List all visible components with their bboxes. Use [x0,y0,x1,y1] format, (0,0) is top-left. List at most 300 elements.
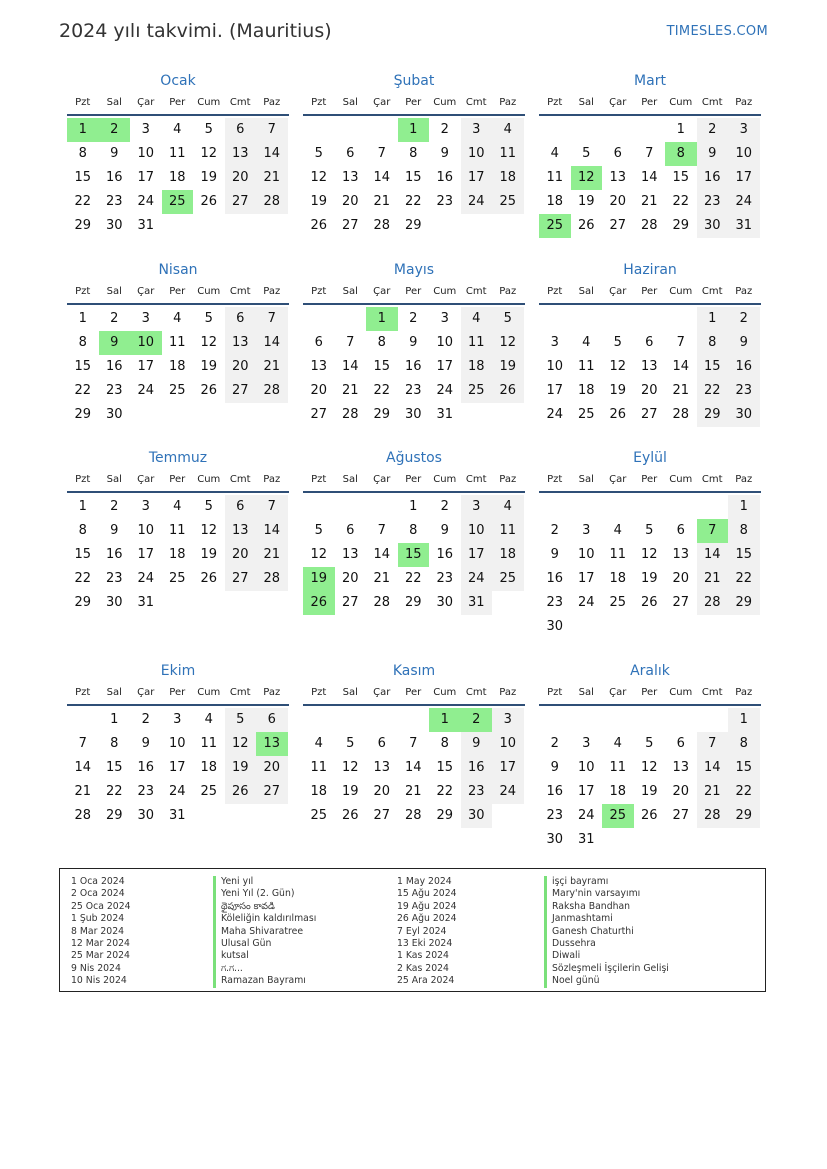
day-cell: 3 [173,712,182,727]
weekday-header [303,92,525,116]
day-cell: 9 [110,523,119,538]
day-cell: 26 [200,194,218,209]
empty-cell [602,118,634,142]
day-cell: 16 [546,571,564,586]
day-cell: 19 [341,784,359,799]
month-block [67,447,289,615]
weekday-label: Çar [137,474,155,485]
empty-cell [335,118,367,142]
holiday-day-cell: 25 [539,214,571,238]
day-cell: 22 [697,379,729,403]
weekday-label: Çar [373,286,391,297]
day-cell: 16 [436,170,454,185]
day-grid [303,307,524,427]
day-cell: 8 [78,335,87,350]
legend-entry: Ulusal Gün [213,938,316,950]
day-cell: 12 [200,335,218,350]
day-cell: 29 [697,403,729,427]
weekday-header [67,281,289,305]
day-cell: 19 [200,547,218,562]
day-cell: 5 [314,523,323,538]
day-cell: 13 [672,547,690,562]
day-cell: 23 [105,383,123,398]
weekday-header [303,469,525,493]
weekday-header [303,682,525,706]
day-cell: 22 [672,194,690,209]
day-cell: 31 [461,591,493,615]
day-cell: 8 [409,523,418,538]
day-cell: 20 [310,383,328,398]
day-cell: 22 [728,780,760,804]
legend-entry: థైపూసం కావడి [213,901,316,913]
page-title: 2024 yılı takvimi. (Mauritius) [59,20,332,42]
day-cell: 17 [436,359,454,374]
day-cell: 11 [609,760,627,775]
day-cell: 15 [74,359,92,374]
day-cell: 2 [440,499,449,514]
day-cell: 4 [613,736,622,751]
day-cell: 15 [697,355,729,379]
weekday-label: Çar [609,97,627,108]
holiday-day-cell: 25 [162,190,194,214]
legend-entry: 10 Nis 2024 [71,975,127,987]
holiday-day-cell: 2 [461,708,493,732]
day-cell: 18 [461,355,493,379]
day-cell: 23 [105,571,123,586]
day-cell: 29 [728,804,760,828]
day-cell: 23 [546,595,564,610]
day-cell: 6 [256,708,288,732]
day-cell: 23 [137,784,155,799]
holiday-day-cell: 9 [99,331,131,355]
day-cell: 3 [141,311,150,326]
weekday-header [67,469,289,493]
legend-entry: 8 Mar 2024 [71,925,125,937]
day-cell: 11 [168,146,186,161]
weekday-label: Çar [373,687,391,698]
day-cell: 31 [728,214,760,238]
day-cell: 5 [346,736,355,751]
empty-cell [539,708,571,732]
day-cell: 25 [200,784,218,799]
day-cell: 25 [609,595,627,610]
day-cell: 29 [404,218,422,233]
holiday-day-cell: 10 [130,331,162,355]
day-cell: 6 [613,146,622,161]
day-grid [539,118,760,238]
day-cell: 28 [640,218,658,233]
day-cell: 17 [492,756,524,780]
month-block [303,70,525,238]
day-cell: 24 [137,194,155,209]
day-cell: 31 [436,407,454,422]
day-cell: 4 [492,118,524,142]
day-cell: 21 [74,784,92,799]
weekday-label: Cum [197,286,221,297]
day-cell: 11 [546,170,564,185]
day-cell: 20 [672,784,690,799]
weekday-label: Sal [342,687,358,698]
empty-cell [697,495,729,519]
day-cell: 21 [373,571,391,586]
weekday-label: Cmt [701,286,723,297]
day-cell: 20 [225,355,257,379]
day-cell: 26 [310,218,328,233]
day-cell: 6 [645,335,654,350]
day-cell: 11 [609,547,627,562]
day-cell: 20 [640,383,658,398]
weekday-label: Per [641,474,658,485]
legend-entry: 26 Ağu 2024 [397,913,457,925]
day-cell: 12 [640,760,658,775]
day-cell: 17 [137,547,155,562]
legend-entry: Ramazan Bayramı [213,975,316,987]
weekday-header [539,469,761,493]
day-cell: 16 [137,760,155,775]
month-block [539,259,761,427]
day-cell: 18 [609,571,627,586]
weekday-label: Paz [499,687,517,698]
weekday-label: Cum [197,97,221,108]
month-block [67,259,289,427]
holiday-day-cell: 1 [398,118,430,142]
weekday-label: Cmt [701,97,723,108]
day-cell: 25 [492,190,524,214]
day-cell: 8 [78,146,87,161]
weekday-label: Per [169,97,186,108]
day-cell: 27 [609,218,627,233]
day-cell: 19 [492,355,524,379]
day-cell: 3 [461,495,493,519]
day-cell: 14 [640,170,658,185]
weekday-label: Çar [373,474,391,485]
day-cell: 28 [341,407,359,422]
day-cell: 14 [404,760,422,775]
day-cell: 28 [256,190,288,214]
empty-cell [539,307,571,331]
day-cell: 6 [377,736,386,751]
month-name: Aralık [630,663,670,679]
month-block [539,447,761,639]
weekday-label: Per [405,687,422,698]
day-cell: 30 [728,403,760,427]
weekday-label: Cum [433,474,457,485]
month-name: Kasım [392,663,436,679]
day-cell: 1 [110,712,119,727]
legend-entry: 13 Eki 2024 [397,938,453,950]
day-cell: 7 [645,146,654,161]
day-cell: 2 [440,122,449,137]
day-cell: 15 [436,760,454,775]
month-block [539,660,761,852]
weekday-label: Pzt [75,286,91,297]
day-cell: 17 [137,170,155,185]
day-cell: 21 [697,567,729,591]
day-cell: 26 [225,780,257,804]
day-cell: 28 [256,379,288,403]
day-cell: 9 [440,146,449,161]
day-cell: 29 [74,595,92,610]
day-cell: 15 [672,170,690,185]
day-cell: 26 [609,407,627,422]
day-cell: 6 [225,307,257,331]
day-cell: 27 [256,780,288,804]
weekday-label: Paz [735,286,753,297]
empty-cell [634,495,666,519]
legend-entry: Noel günü [544,975,669,987]
day-cell: 11 [310,760,328,775]
day-cell: 17 [461,543,493,567]
day-cell: 31 [577,832,595,847]
day-grid [67,495,288,615]
day-cell: 2 [550,523,559,538]
day-cell: 1 [728,708,760,732]
weekday-header [303,281,525,305]
day-cell: 7 [256,118,288,142]
day-cell: 7 [346,335,355,350]
weekday-label: Paz [735,687,753,698]
day-cell: 3 [461,118,493,142]
empty-cell [665,307,697,331]
day-cell: 19 [310,194,328,209]
day-cell: 25 [492,567,524,591]
day-cell: 13 [640,359,658,374]
day-cell: 5 [582,146,591,161]
legend-entry: 1 Şub 2024 [71,913,125,925]
day-cell: 26 [640,595,658,610]
weekday-label: Sal [578,286,594,297]
day-cell: 17 [137,359,155,374]
day-cell: 1 [676,122,685,137]
day-cell: 4 [173,122,182,137]
legend-entry: Maha Shivaratree [213,926,316,938]
weekday-label: Cum [669,474,693,485]
day-cell: 6 [676,736,685,751]
day-cell: 21 [640,194,658,209]
weekday-label: Pzt [75,474,91,485]
day-cell: 9 [550,547,559,562]
day-cell: 22 [373,383,391,398]
month-name: Ağustos [386,450,442,466]
day-cell: 28 [697,804,729,828]
empty-cell [634,708,666,732]
weekday-label: Per [641,286,658,297]
legend-entry: 12 Mar 2024 [71,938,130,950]
day-cell: 26 [492,379,524,403]
day-cell: 8 [377,335,386,350]
weekday-label: Çar [609,687,627,698]
day-grid [303,708,524,828]
legend-entry: 1 Kas 2024 [397,950,449,962]
holiday-day-cell: 15 [398,543,430,567]
holiday-day-cell: 26 [303,591,335,615]
legend-entry: Janmashtami [544,913,669,925]
weekday-label: Çar [137,286,155,297]
day-cell: 16 [436,547,454,562]
brand-link[interactable]: TIMESLES.COM [666,24,768,39]
day-cell: 23 [436,571,454,586]
weekday-label: Cmt [465,286,487,297]
day-cell: 3 [582,523,591,538]
day-cell: 7 [377,146,386,161]
empty-cell [571,708,603,732]
weekday-label: Sal [342,97,358,108]
day-cell: 20 [341,571,359,586]
day-cell: 24 [436,383,454,398]
day-cell: 4 [492,495,524,519]
day-cell: 18 [168,359,186,374]
day-cell: 19 [225,756,257,780]
weekday-label: Per [405,286,422,297]
weekday-label: Pzt [75,687,91,698]
day-cell: 16 [728,355,760,379]
legend-right-dates [397,876,457,988]
empty-cell [634,118,666,142]
weekday-label: Per [641,687,658,698]
day-cell: 1 [78,499,87,514]
day-cell: 1 [78,311,87,326]
day-cell: 28 [373,218,391,233]
holiday-day-cell: 12 [571,166,603,190]
day-cell: 29 [74,407,92,422]
weekday-label: Per [169,687,186,698]
day-cell: 24 [577,808,595,823]
day-cell: 5 [613,335,622,350]
day-cell: 24 [492,780,524,804]
day-cell: 20 [225,543,257,567]
weekday-label: Sal [342,286,358,297]
day-cell: 7 [697,732,729,756]
day-cell: 12 [200,523,218,538]
day-cell: 14 [341,359,359,374]
month-block [303,660,525,828]
day-cell: 21 [256,166,288,190]
legend-entry: Köleliğin kaldırılması [213,913,316,925]
weekday-label: Pzt [311,474,327,485]
day-cell: 2 [409,311,418,326]
day-cell: 22 [74,571,92,586]
weekday-label: Sal [106,97,122,108]
day-cell: 29 [436,808,454,823]
weekday-label: Çar [609,286,627,297]
weekday-label: Paz [263,474,281,485]
day-cell: 27 [341,595,359,610]
day-cell: 30 [546,619,564,634]
day-cell: 27 [373,808,391,823]
day-cell: 3 [141,122,150,137]
day-cell: 22 [404,194,422,209]
day-cell: 5 [492,307,524,331]
day-cell: 29 [105,808,123,823]
day-cell: 18 [168,170,186,185]
day-cell: 16 [461,756,493,780]
empty-cell [335,708,367,732]
day-cell: 7 [676,335,685,350]
day-cell: 1 [409,499,418,514]
day-cell: 20 [609,194,627,209]
weekday-label: Paz [263,97,281,108]
day-cell: 26 [200,571,218,586]
holiday-day-cell: 13 [256,732,288,756]
day-cell: 14 [672,359,690,374]
day-cell: 25 [461,379,493,403]
day-cell: 20 [373,784,391,799]
weekday-label: Cmt [465,97,487,108]
weekday-label: Paz [735,474,753,485]
day-cell: 3 [550,335,559,350]
day-cell: 26 [200,383,218,398]
day-cell: 29 [404,595,422,610]
weekday-header [67,92,289,116]
weekday-label: Cmt [701,474,723,485]
day-cell: 22 [436,784,454,799]
day-cell: 5 [204,499,213,514]
day-grid [303,118,524,238]
month-block [539,70,761,238]
day-cell: 22 [74,194,92,209]
holiday-day-cell: 25 [602,804,634,828]
day-cell: 4 [173,499,182,514]
day-cell: 27 [672,808,690,823]
day-cell: 6 [346,523,355,538]
day-cell: 15 [74,547,92,562]
weekday-label: Cmt [229,474,251,485]
weekday-label: Per [169,286,186,297]
day-cell: 13 [609,170,627,185]
weekday-label: Pzt [547,474,563,485]
weekday-label: Cum [197,474,221,485]
legend-entry: Yeni yıl [213,876,316,888]
day-cell: 18 [492,166,524,190]
weekday-label: Pzt [547,687,563,698]
legend-entry: 19 Ağu 2024 [397,900,457,912]
empty-cell [303,495,335,519]
day-cell: 7 [377,523,386,538]
day-cell: 4 [582,335,591,350]
weekday-label: Cum [433,687,457,698]
day-cell: 30 [546,832,564,847]
legend-entry: 25 Ara 2024 [397,975,455,987]
legend-entry: Dussehra [544,938,669,950]
month-name: Haziran [623,262,677,278]
day-cell: 22 [728,567,760,591]
weekday-label: Pzt [311,687,327,698]
holiday-day-cell: 1 [67,118,99,142]
day-cell: 24 [461,567,493,591]
day-cell: 30 [436,595,454,610]
legend-entry: 1 Oca 2024 [71,876,125,887]
weekday-label: Cmt [465,687,487,698]
empty-cell [602,307,634,331]
month-name: Eylül [633,450,667,466]
day-cell: 31 [137,595,155,610]
month-name: Mart [634,73,666,89]
day-cell: 28 [373,595,391,610]
day-cell: 11 [200,736,218,751]
day-cell: 13 [341,170,359,185]
day-cell: 4 [550,146,559,161]
day-grid [67,708,288,828]
day-cell: 22 [105,784,123,799]
day-cell: 10 [577,547,595,562]
day-cell: 21 [672,383,690,398]
day-cell: 6 [676,523,685,538]
weekday-label: Paz [263,687,281,698]
day-cell: 18 [546,194,564,209]
day-cell: 17 [546,383,564,398]
day-cell: 27 [341,218,359,233]
day-cell: 14 [373,547,391,562]
